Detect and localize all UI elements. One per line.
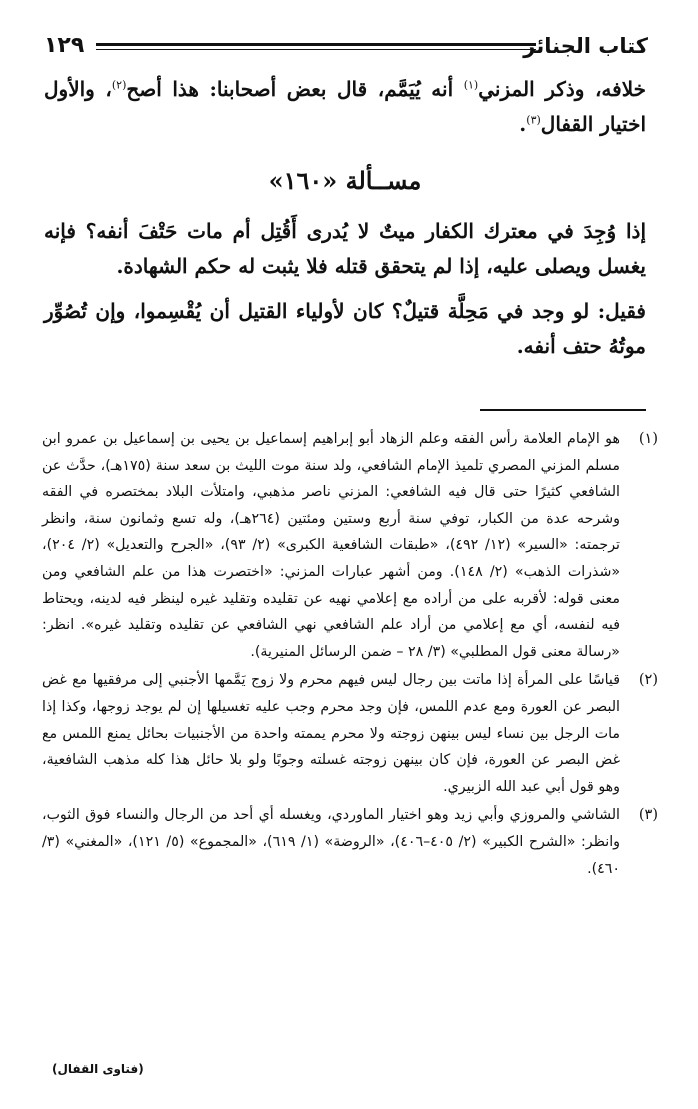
footnote-text: هو الإمام العلامة رأس الفقه وعلم الزهاد أبو إبراهيم إسماعيل بن يحيى بن إسماعيل بن عمرو ابن مسلم المزني المصري تلميذ الإمام الشافعي، ولد سنة موت الليث بن سعد سنة (١٧٥هـ)، حدَّث عن الشافعي كثيرًا حتى قال فيه الشافعي: المزني ناصر مذهبي، وامتلأت البلاد بمختصره في الفقه وشرحه عدة من الكبار، توفي سنة أربع وستين ومئتين (٢٦٤هـ)، وله تسع وثمانون سنة، وانظر ترجمته: «السير» (١٢/ ٤٩٢)، «طبقات الشافعية الكبرى» (٢/ ٩٣)، «الجرح والتعديل» (٢/ ٢٠٤)، «شذرات الذهب» (٢/ ١٤٨). ومن أشهر عبارات المزني: «اختصرت هذا من علم الشافعي ومن معنى قوله: لأقربه على من أراده مع إعلامي نهيه عن تقليده وتقليد غيره لينظر فيه لدينه، ويحتاط فيه لنفسه، أي مع إعلامي من أراد علم الشافعي نهي الشافعي عن تقليده وتقليد غيره». انظر: «رسالة معنى قول المطلبي» (٣/ ٢٨ – ضمن الرسائل المنيرية).: [42, 431, 621, 660]
intro-text-1: خلافه، وذكر المزني: [478, 77, 646, 101]
intro-text-2: أنه يُيَمَّم، قال بعض أصحابنا: هذا أصح: [126, 77, 464, 101]
question-paragraph: إذا وُجِدَ في معترك الكفار ميتٌ لا يُدرى أَقُتِل أم مات حَتْفَ أنفه؟ فإنه يغسل ويصلى عليه، إذا لم يتحقق قتله فلا يثبت له حكم الشهادة.: [44, 219, 646, 278]
footnote-3: [42, 802, 658, 882]
header-rule: [96, 43, 536, 46]
answer-paragraph: فقيل: لو وجد في مَحِلَّة قتيلٌ؟ كان لأولياء القتيل أن يُقْسِموا، وإن تُصُوِّر موتُهُ حتف أنفه.: [44, 299, 646, 358]
masala-title: مســألة «١٦٠»: [268, 166, 422, 195]
footnote-separator: [480, 409, 646, 411]
footnote-ref-1: (١): [463, 78, 479, 92]
footnote-number: (٣): [638, 807, 658, 824]
footnote-number: (١): [638, 431, 658, 447]
footnote-text: قياسًا على المرأة إذا ماتت بين رجال ليس فيهم محرم ولا زوج يَمَّمها الأجنبي إلى مرفقيها مع غض البصر عن العورة ومع عدم اللمس، فإن وجد محرم وجب عليه تغسيلها إن لم يوجد زوجها، وكذا إذا مات الرجل بين نساء ليس بينهن زوجته ولا محرم يممته واحدة من الأجنبيات بحائل يمنع اللمس مع غض البصر عن العورة، فإن كان بينهن زوجته غسلته وجوبًا ولو بلا حائل هذا كله مذهب الشافعية، وهو قول أبي عبد الله الزبيري.: [42, 672, 620, 795]
footnote-number: (٢): [638, 672, 658, 689]
intro-text-3: ، والأول اختيار القفال: [44, 77, 646, 136]
footnote-ref-3: (٣): [526, 113, 541, 127]
footnote-ref-2: (٢): [111, 78, 127, 92]
running-header: [44, 28, 654, 68]
main-text: [44, 72, 646, 364]
footnote-2: [42, 667, 658, 800]
intro-text-4: .: [519, 112, 527, 136]
book-title: كتاب الجنائز: [523, 34, 648, 58]
footnotes: [42, 426, 658, 884]
intro-paragraph: [44, 72, 646, 142]
page-number: ١٢٩: [44, 33, 85, 58]
footnote-1: [42, 426, 658, 665]
signature-label: (فتاوى القفال): [52, 1062, 144, 1076]
footnote-text: الشاشي والمروزي وأبي زيد وهو اختيار الماوردي، ويغسله أي أحد من الرجال والنساء فوق الثوب، وانظر: «الشرح الكبير» (٢/ ٤٠٥–٤٠٦)، «الروضة» (١/ ٦١٩)، «المجموع» (٥/ ١٢١)، «المغني» (٣/ ٤٦٠).: [42, 807, 621, 877]
header-rule-thin: [96, 49, 536, 50]
